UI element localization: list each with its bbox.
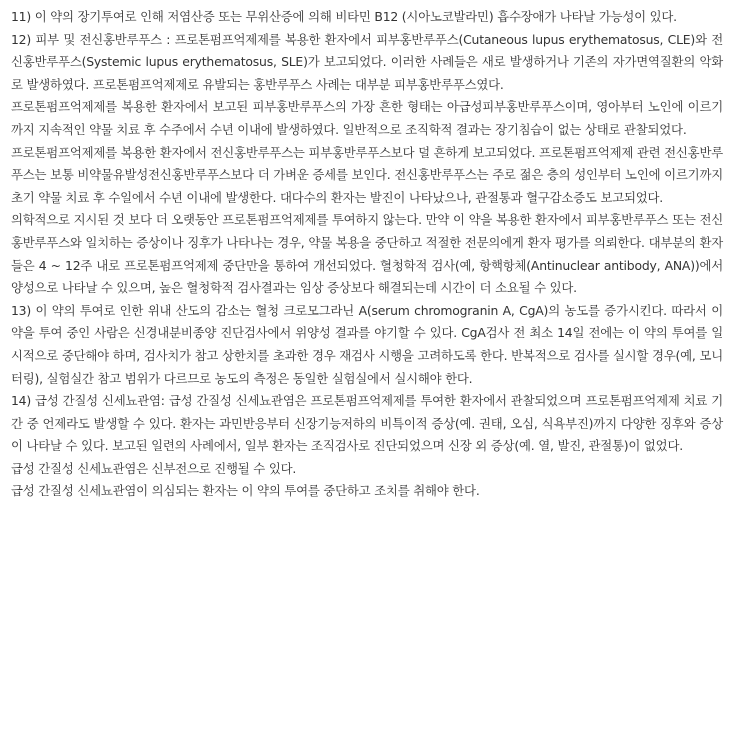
paragraph-item-13: 13) 이 약의 투여로 인한 위내 산도의 감소는 혈청 크로모그라닌 A(serum chromogranin A, CgA)의 농도를 증가시킨다. 따라서 이 약을 투여 중인 사람은 신경내분비종양 진단검사에서 위양성 결과를 야기할 수 있다. CgA검사 전 최소 14일 전에는 이 약의 투여를 일시적으로 중단해야 하며, 검사치가 참고 상한치를 초과한 경우 재검사 시행을 고려하도록 한다. 반복적으로 검사를 실시할 경우(예, 모니터링), 실험실간 참고 범위가 다르므로 농도의 측정은 동일한 실험실에서 실시해야 한다. xyxy=(11,302,723,386)
paragraph-item-12: 12) 피부 및 전신홍반루푸스 : 프로톤펌프억제제를 복용한 환자에서 피부홍반루푸스(Cutaneous lupus erythematosus, CLE)와 전신홍반루푸스(Systemic lupus erythematosus, SLE)가 보고되었다. 이러한 사례들은 새로 발생하거나 기존의 자가면역질환의 악화로 발생하였다. 프로톤펌프억제제로 유발되는 홍반루푸스 사례는 대부분 피부홍반루푸스였다. xyxy=(11,31,723,92)
document-body xyxy=(11,6,723,503)
paragraph-management: 의학적으로 지시된 것 보다 더 오랫동안 프로톤펌프억제제를 투여하지 않는다. 만약 이 약을 복용한 환자에서 피부홍반루푸스 또는 전신홍반루푸스와 일치하는 증상이나 징후가 나타나는 경우, 약물 복용을 중단하고 적절한 전문의에게 환자 평가를 의뢰한다. 대부분의 환자들은 4 ~ 12주 내로 프로톤펌프억제제 중단만을 통하여 개선되었다. 혈청학적 검사(예, 항핵항체(Antinuclear antibody, ANA))에서 양성으로 나타날 수 있으며, 높은 혈청학적 검사결과는 임상 증상보다 해결되는데 시간이 더 소요될 수 있다. xyxy=(11,212,723,296)
paragraph-cle-description: 프로톤펌프억제제를 복용한 환자에서 보고된 피부홍반루푸스의 가장 흔한 형태는 아급성피부홍반루푸스이며, 영아부터 노인에 이르기까지 지속적인 약물 치료 후 수주에서 수년 이내에 발생하였다. 일반적으로 조직학적 결과는 장기침습이 없는 상태로 관찰되었다. xyxy=(11,99,723,137)
paragraph-sle-description: 프로톤펌프억제제를 복용한 환자에서 전신홍반루푸스는 피부홍반루푸스보다 덜 흔하게 보고되었다. 프로톤펌프억제제 관련 전신홍반루푸스는 보통 비약물유발성전신홍반루푸스보다 더 가벼운 증세를 보인다. 전신홍반루푸스는 주로 젊은 층의 성인부터 노인에 이르기까지 초기 약물 치료 후 수일에서 수년 이내에 발생한다. 대다수의 환자는 발진이 나타났으나, 관절통과 혈구감소증도 보고되었다. xyxy=(11,144,723,205)
paragraph-item-14: 14) 급성 간질성 신세뇨관염: 급성 간질성 신세뇨관염은 프로톤펌프억제제를 투여한 환자에서 관찰되었으며 프로톤펌프억제제 치료 기간 중 언제라도 발생할 수 있다. 환자는 과민반응부터 신장기능저하의 비특이적 증상(예. 권태, 오심, 식욕부진)까지 다양한 징후와 증상이 나타날 수 있다. 보고된 일련의 사례에서, 일부 환자는 조직검사로 진단되었으며 신장 외 증상(예. 열, 발진, 관절통)이 없었다. xyxy=(11,393,723,454)
paragraph-item-11: 11) 이 약의 장기투여로 인해 저염산증 또는 무위산증에 의해 비타민 B12 (시아노코발라민) 흡수장애가 나타날 가능성이 있다. xyxy=(11,9,677,24)
paragraph-discontinue: 급성 간질성 신세뇨관염이 의심되는 환자는 이 약의 투여를 중단하고 조치를 취해야 한다. xyxy=(11,483,480,499)
paragraph-renal-failure: 급성 간질성 신세뇨관염은 신부전으로 진행될 수 있다. xyxy=(11,460,297,476)
